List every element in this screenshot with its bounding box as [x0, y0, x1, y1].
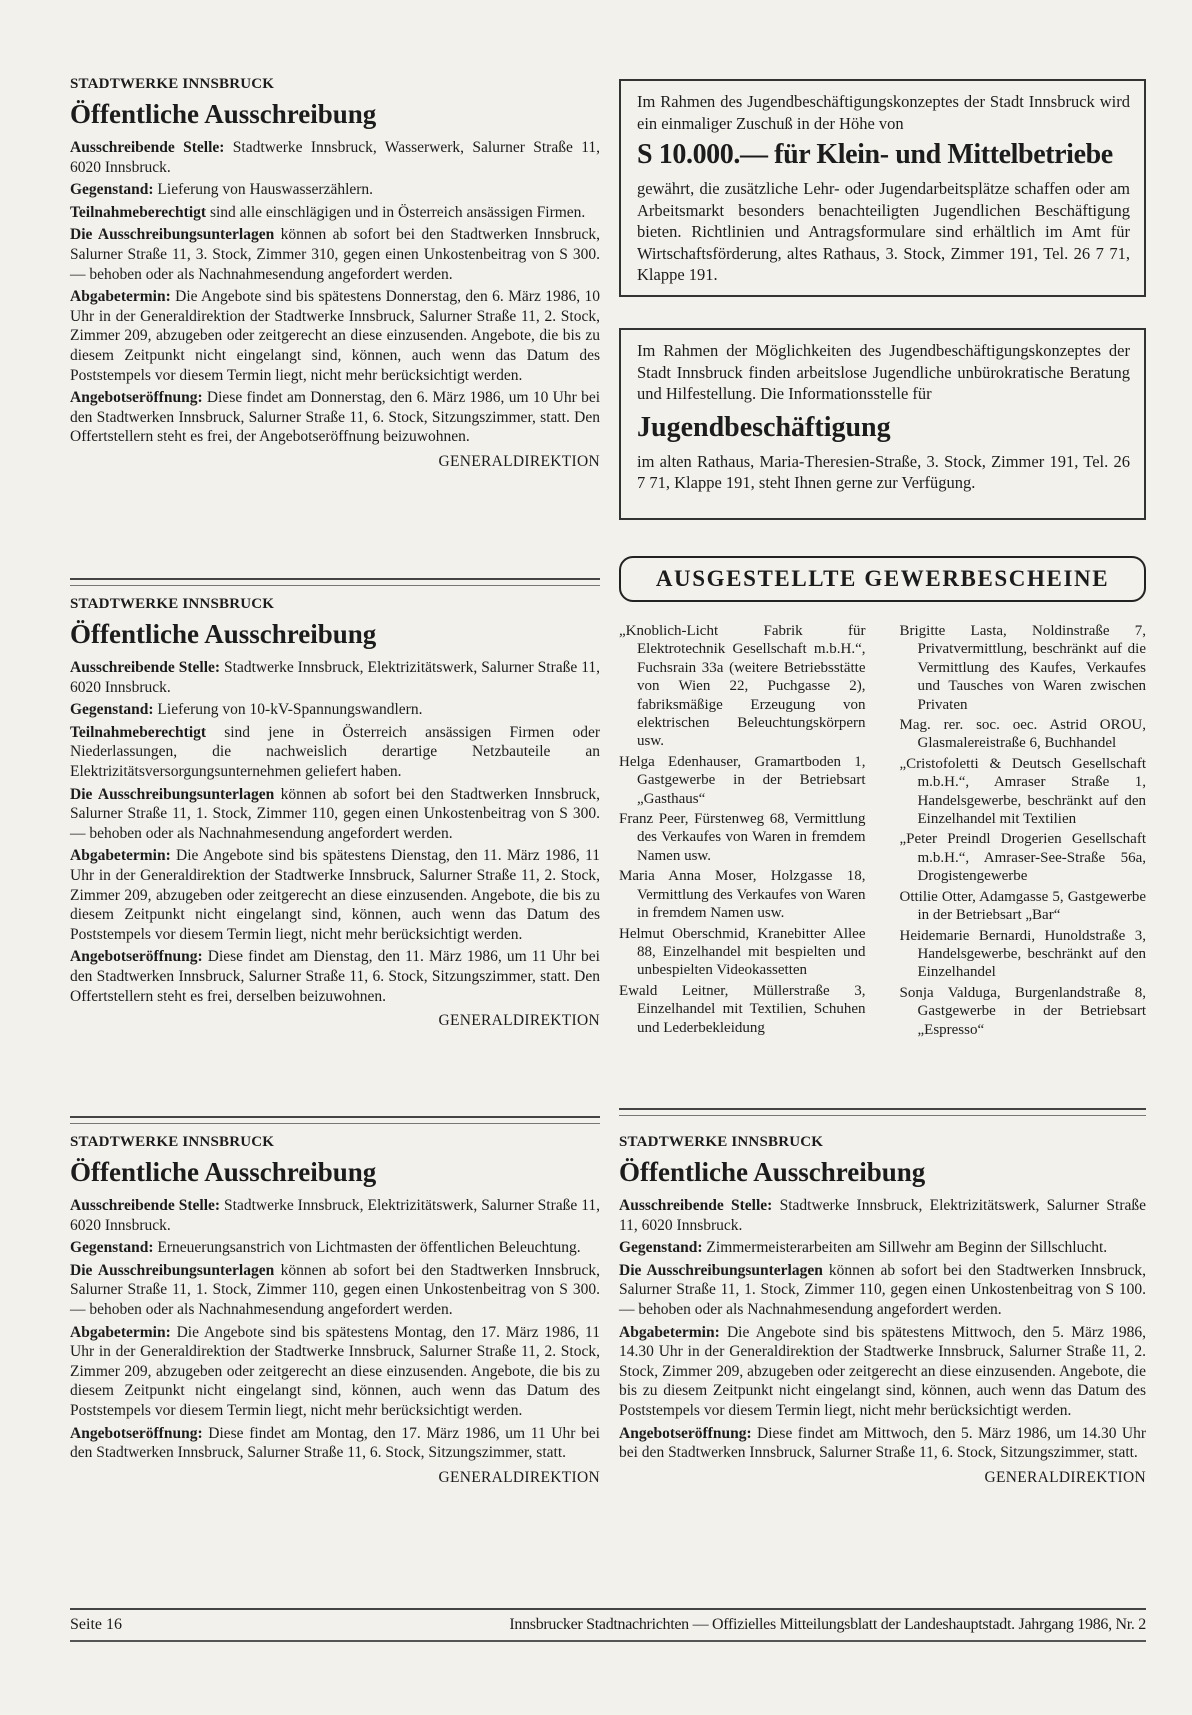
youth-employment-info-notice — [619, 328, 1146, 520]
paragraph-label: Gegenstand: — [619, 1239, 703, 1257]
info-headline: Jugendbeschäftigung — [637, 411, 891, 443]
article-paragraph — [70, 700, 600, 720]
paragraph-label: Abgabetermin: — [70, 288, 171, 306]
tender-article-voltage-transformers — [70, 596, 600, 1030]
article-signature: GENERALDIREKTION — [438, 1012, 600, 1030]
publication-line: Innsbrucker Stadtnachrichten — Offizielles Mitteilungsblatt der Landeshauptstadt. Jahrgang 1986, Nr. 2 — [509, 1616, 1146, 1633]
article-paragraph — [70, 1323, 600, 1421]
page-number: Seite 16 — [70, 1616, 122, 1633]
paragraph-text: Stadtwerke Innsbruck, Wasserwerk, Salurner Straße 11, 6020 Innsbruck. — [70, 139, 600, 176]
paragraph-text: sind jene in Österreich ansässigen Firmen oder Niederlassungen, die nachweislich derartige Netzbauteile an Elektrizitätsversorgungsunternehmen geliefert haben. — [70, 723, 600, 780]
license-entry: Ewald Leitner, Müllerstraße 3, Einzelhandel mit Textilien, Schuhen und Lederbekleidung — [619, 982, 866, 1036]
license-entry: Franz Peer, Fürstenweg 68, Vermittlung des Verkaufes von Waren in fremdem Namen usw. — [619, 811, 866, 864]
article-paragraph — [70, 658, 600, 697]
paragraph-text: Diese findet am Mittwoch, den 5. März 1986, um 14.30 Uhr bei den Stadtwerken Innsbruck, Salurner Straße 11, 6. Stock, Sitzungszimmer, statt. — [619, 1424, 1146, 1462]
paragraph-label: Gegenstand: — [70, 701, 154, 719]
paragraph-text: Stadtwerke Innsbruck, Elektrizitätswerk, Salurner Straße 11, 6020 Innsbruck. — [619, 1197, 1146, 1234]
paragraph-label: Die Ausschreibungsunterlagen — [619, 1261, 823, 1279]
article-title: Öffentliche Ausschreibung — [70, 1157, 377, 1187]
article-paragraph — [70, 947, 600, 1006]
article-paragraph — [70, 388, 600, 447]
paragraph-text: können ab sofort bei den Stadtwerken Innsbruck, Salurner Straße 11, 1. Stock, Zimmer 110, gegen einen Unkostenbeitrag von S 300.— behoben oder als Nachnahmesendung angefordert werden. — [70, 1261, 600, 1318]
article-paragraph — [70, 180, 600, 200]
paragraph-text: Die Angebote sind bis spätestens Donnerstag, den 6. März 1986, 10 Uhr in der Generaldirektion der Stadtwerke Innsbruck, Salurner Straße 11, 2. Stock, Zimmer 209, abzugeben oder zeitgerecht an diese einzusenden. Angebote, die bis zu diesem Zeitpunkt nicht eingelangt sind, können, auch wenn das Datum des Poststempels vor diesem Termin liegt, nicht mehr berücksichtigt werden. — [70, 288, 600, 384]
paragraph-label: Angebotseröffnung: — [70, 1424, 203, 1442]
license-entry: Mag. rer. soc. oec. Astrid OROU, Glasmalereistraße 6, Buchhandel — [899, 717, 1146, 752]
paragraph-text: Diese findet am Donnerstag, den 6. März 1986, um 10 Uhr bei den Stadtwerken Innsbruck, Salurner Straße 11, 6. Stock, Sitzungszimmer, statt. Den Offertstellern steht es frei, der Angebotseröffnung beizuwohnen. — [70, 389, 600, 446]
subsidy-body: gewährt, die zusätzliche Lehr- oder Jugendarbeitsplätze schaffen oder am Arbeitsmarkt besonders benachteiligten Jugendlichen Beschäftigung bieten. Richtlinien und Antragsformulare sind erhältlich im Amt für Wirtschaftsförderung, altes Rathaus, 3. Stock, Zimmer 191, Tel. 26 7 71, Klappe 191. — [637, 179, 1130, 284]
license-entry: Sonja Valduga, Burgenlandstraße 8, Gastgewerbe in der Betriebsart „Espresso“ — [899, 984, 1146, 1038]
paragraph-label: Ausschreibende Stelle: — [619, 1197, 773, 1214]
article-title: Öffentliche Ausschreibung — [619, 1157, 926, 1187]
paragraph-label: Ausschreibende Stelle: — [70, 139, 225, 156]
paragraph-text: Erneuerungsanstrich von Lichtmasten der öffentlichen Beleuchtung. — [153, 1239, 581, 1257]
license-entry: „Cristofoletti & Deutsch Gesellschaft m.b.H.“, Amraser Straße 1, Handelsgewerbe, beschränkt auf den Einzelhandel mit Textilien — [899, 755, 1146, 828]
article-paragraph — [619, 1424, 1146, 1463]
paragraph-label: Ausschreibende Stelle: — [70, 1197, 221, 1214]
paragraph-label: Die Ausschreibungsunterlagen — [70, 226, 275, 244]
paragraph-label: Angebotseröffnung: — [619, 1424, 752, 1442]
article-paragraph — [70, 1196, 600, 1235]
article-paragraph — [70, 1238, 600, 1258]
paragraph-text: Stadtwerke Innsbruck, Elektrizitätswerk, Salurner Straße 11, 6020 Innsbruck. — [70, 1197, 600, 1234]
article-paragraph — [619, 1323, 1146, 1421]
paragraph-text: Stadtwerke Innsbruck, Elektrizitätswerk, Salurner Straße 11, 6020 Innsbruck. — [70, 659, 600, 696]
license-entry: Helga Edenhauser, Gramartboden 1, Gastgewerbe in der Betriebsart „Gasthaus“ — [619, 753, 866, 807]
paragraph-text: sind alle einschlägigen und in Österreich ansässigen Firmen. — [206, 203, 586, 221]
article-signature: GENERALDIREKTION — [438, 452, 600, 470]
article-paragraph — [70, 287, 600, 385]
page-footer — [70, 1608, 1146, 1642]
section-divider — [70, 578, 600, 586]
subsidy-headline: S 10.000.— für Klein- und Mittelbetriebe — [637, 139, 1113, 170]
business-licenses-heading: AUSGESTELLTE GEWERBESCHEINE — [619, 556, 1146, 602]
license-entry: „Peter Preindl Drogerien Gesellschaft m.b.H.“, Amraser-See-Straße 56a, Drogistengewerbe — [899, 831, 1146, 885]
paragraph-text: Diese findet am Montag, den 17. März 1986, um 11 Uhr bei den Stadtwerken Innsbruck, Salurner Straße 11, 6. Stock, Sitzungszimmer, statt. — [70, 1424, 600, 1462]
paragraph-label: Gegenstand: — [70, 1239, 154, 1257]
paragraph-text: können ab sofort bei den Stadtwerken Innsbruck, Salurner Straße 11, 1. Stock, Zimmer 110, gegen einen Unkostenbeitrag von S 300.— behoben oder als Nachnahmesendung angefordert werden. — [70, 785, 600, 842]
article-kicker: STADTWERKE INNSBRUCK — [619, 1134, 824, 1150]
paragraph-text: können ab sofort bei den Stadtwerken Innsbruck, Salurner Straße 11, 3. Stock, Zimmer 310, gegen einen Unkostenbeitrag von S 300.— behoben oder als Nachnahmesendung angefordert werden. — [70, 226, 600, 283]
license-entry: Ottilie Otter, Adamgasse 5, Gastgewerbe in der Betriebsart „Bar“ — [899, 888, 1146, 924]
article-paragraph — [619, 1261, 1146, 1320]
section-divider — [70, 1116, 600, 1124]
article-signature: GENERALDIREKTION — [984, 1468, 1146, 1486]
subsidy-intro: Im Rahmen des Jugendbeschäftigungskonzeptes der Stadt Innsbruck wird ein einmaliger Zuschuß in der Höhe von — [637, 92, 1130, 133]
article-paragraph — [70, 203, 600, 223]
paragraph-text: Die Angebote sind bis spätestens Montag, den 17. März 1986, 11 Uhr in der Generaldirektion der Stadtwerke Innsbruck, Salurner Straße 11, 2. Stock, Zimmer 209, abzugeben oder zeitgerecht an diese einzusenden. Angebote, die bis zu diesem Zeitpunkt nicht eingelangt sind, können, auch wenn das Datum des Poststempels vor diesem Termin liegt, nicht mehr berücksichtigt werden. — [70, 1323, 600, 1419]
article-paragraph — [70, 225, 600, 284]
tender-article-lamp-posts — [70, 1134, 600, 1487]
article-kicker: STADTWERKE INNSBRUCK — [70, 596, 275, 612]
article-paragraph — [70, 1424, 600, 1463]
license-entry: Brigitte Lasta, Noldinstraße 7, Privatvermittlung, beschränkt auf die Vermittlung des Kaufes, Verkaufes und Tausches von Waren zwischen Privaten — [899, 623, 1146, 713]
business-licenses-list — [619, 622, 1146, 1100]
paragraph-text: Die Angebote sind bis spätestens Dienstag, den 11. März 1986, 11 Uhr in der Generaldirektion der Stadtwerke Innsbruck, Salurner Straße 11, 2. Stock, Zimmer 209, abzugeben oder zeitgerecht an diese einzusenden. Angebote, die bis zu diesem Zeitpunkt nicht eingelangt sind, können, auch wenn das Datum des Poststempels vor diesem Termin liegt, nicht mehr berücksichtigt werden. — [70, 847, 600, 943]
paragraph-label: Teilnahmeberechtigt — [70, 723, 207, 741]
tender-article-water-meters — [70, 76, 600, 471]
article-paragraph — [70, 846, 600, 944]
paragraph-text: Diese findet am Dienstag, den 11. März 1986, um 11 Uhr bei den Stadtwerken Innsbruck, Salurner Straße 11, 6. Stock, Sitzungszimmer, statt. Den Offertstellern steht es frei, derselben beizuwohnen. — [70, 948, 600, 1005]
article-paragraph — [70, 1261, 600, 1320]
article-signature: GENERALDIREKTION — [438, 1468, 600, 1486]
paragraph-text: Lieferung von 10-kV-Spannungswandlern. — [153, 701, 423, 719]
paragraph-text: Lieferung von Hauswasserzählern. — [153, 181, 374, 199]
info-intro: Im Rahmen der Möglichkeiten des Jugendbeschäftigungskonzeptes der Stadt Innsbruck finden arbeitslose Jugendliche unbürokratische Beratung und Hilfestellung. Die Informationsstelle für — [637, 341, 1130, 403]
article-kicker: STADTWERKE INNSBRUCK — [70, 76, 275, 92]
paragraph-label: Angebotseröffnung: — [70, 948, 203, 966]
article-paragraph — [619, 1238, 1146, 1258]
paragraph-label: Abgabetermin: — [70, 847, 171, 865]
paragraph-text: können ab sofort bei den Stadtwerken Innsbruck, Salurner Straße 11, 1. Stock, Zimmer 110, gegen einen Unkostenbeitrag von S 100.— behoben oder als Nachnahmesendung angefordert werden. — [619, 1261, 1146, 1318]
info-body: im alten Rathaus, Maria-Theresien-Straße, 3. Stock, Zimmer 191, Tel. 26 7 71, Klappe 191, steht Ihnen gerne zur Verfügung. — [637, 451, 1130, 492]
article-paragraph — [70, 138, 600, 177]
article-paragraph — [70, 785, 600, 844]
article-paragraph — [70, 723, 600, 782]
article-paragraph — [619, 1196, 1146, 1235]
section-divider — [619, 1108, 1146, 1116]
paragraph-label: Die Ausschreibungsunterlagen — [70, 1261, 275, 1279]
tender-article-carpentry — [619, 1134, 1146, 1487]
paragraph-label: Abgabetermin: — [619, 1323, 720, 1341]
paragraph-label: Gegenstand: — [70, 181, 154, 199]
paragraph-label: Angebotseröffnung: — [70, 389, 203, 407]
license-entry: Maria Anna Moser, Holzgasse 18, Vermittlung des Verkaufes von Waren in fremdem Namen usw. — [619, 868, 866, 922]
paragraph-label: Die Ausschreibungsunterlagen — [70, 785, 275, 803]
youth-subsidy-notice — [619, 79, 1146, 297]
paragraph-label: Ausschreibende Stelle: — [70, 659, 221, 676]
article-title: Öffentliche Ausschreibung — [70, 619, 377, 649]
article-kicker: STADTWERKE INNSBRUCK — [70, 1134, 275, 1150]
license-entry: „Knoblich-Licht Fabrik für Elektrotechnik Gesellschaft m.b.H.“, Fuchsrain 33a (weitere Betriebsstätte von Wien 22, Puchgasse 2), fabriksmäßige Erzeugung von elektrischen Beleuchtungskörpern usw. — [619, 623, 866, 750]
paragraph-label: Abgabetermin: — [70, 1323, 171, 1341]
license-entry: Helmut Oberschmid, Kranebitter Allee 88, Einzelhandel mit bespielten und unbespielten Videokassetten — [619, 925, 866, 979]
paragraph-label: Teilnahmeberechtigt — [70, 203, 207, 221]
license-entry: Heidemarie Bernardi, Hunoldstraße 3, Handelsgewerbe, beschränkt auf den Einzelhandel — [899, 927, 1146, 981]
article-title: Öffentliche Ausschreibung — [70, 99, 377, 129]
paragraph-text: Die Angebote sind bis spätestens Mittwoch, den 5. März 1986, 14.30 Uhr in der Generaldirektion der Stadtwerke Innsbruck, Salurner Straße 11, 2. Stock, Zimmer 209, abzugeben oder zeitgerecht an diese einzusenden. Angebote, die bis zu diesem Zeitpunkt nicht eingelangt sind, können, auch wenn das Datum des Poststempels vor diesem Termin liegt, nicht mehr berücksichtigt werden. — [619, 1323, 1146, 1419]
paragraph-text: Zimmermeisterarbeiten am Sillwehr am Beginn der Sillschlucht. — [702, 1239, 1108, 1257]
